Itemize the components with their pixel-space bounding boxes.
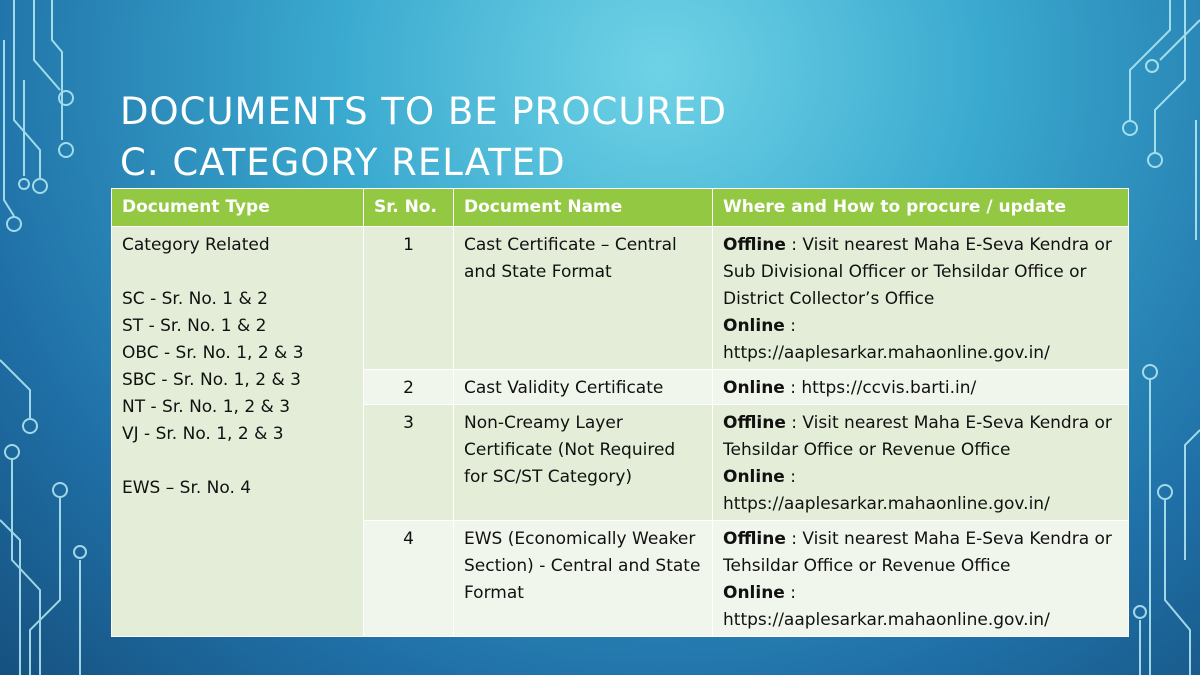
header-document-type: Document Type — [112, 189, 364, 227]
category-line: SC - Sr. No. 1 & 2 — [122, 289, 268, 309]
header-document-name: Document Name — [454, 189, 713, 227]
table-header-row — [112, 189, 1129, 227]
online-text: : — [784, 467, 796, 487]
category-line: NT - Sr. No. 1, 2 & 3 — [122, 397, 291, 417]
procure-cell — [713, 521, 1129, 637]
category-line: VJ - Sr. No. 1, 2 & 3 — [122, 424, 284, 444]
sr-no-cell: 4 — [364, 521, 454, 637]
document-name-cell: Non-Creamy Layer Certificate (Not Required for SC/ST Category) — [454, 405, 713, 521]
category-line: ST - Sr. No. 1 & 2 — [122, 316, 267, 336]
offline-text: : Visit nearest Maha E-Seva Kendra or Tehsildar Office or Revenue Office — [723, 413, 1112, 460]
offline-text: : Visit nearest Maha E-Seva Kendra or Tehsildar Office or Revenue Office — [723, 529, 1112, 576]
sr-no-cell: 2 — [364, 370, 454, 405]
table-row — [112, 227, 1129, 370]
slide-title-line-2: C. CATEGORY RELATED — [120, 141, 566, 184]
online-text: : https://ccvis.barti.in/ — [784, 378, 977, 398]
sr-no-cell: 1 — [364, 227, 454, 370]
slide-title — [120, 86, 727, 188]
online-label: Online — [723, 316, 785, 336]
online-text: : — [784, 583, 796, 603]
online-text: : — [784, 316, 796, 336]
documents-table — [111, 188, 1129, 637]
online-url: https://aaplesarkar.mahaonline.gov.in/ — [723, 494, 1050, 514]
procure-cell — [713, 370, 1129, 405]
header-where-how: Where and How to procure / update — [713, 189, 1129, 227]
category-line: SBC - Sr. No. 1, 2 & 3 — [122, 370, 301, 390]
offline-label: Offline — [723, 235, 786, 255]
header-sr-no: Sr. No. — [364, 189, 454, 227]
category-cell — [112, 227, 364, 637]
online-label: Online — [723, 583, 785, 603]
online-url: https://aaplesarkar.mahaonline.gov.in/ — [723, 610, 1050, 630]
offline-label: Offline — [723, 529, 786, 549]
document-name-cell: Cast Validity Certificate — [454, 370, 713, 405]
online-label: Online — [723, 467, 785, 487]
slide-title-line-1: DOCUMENTS TO BE PROCURED — [120, 90, 728, 133]
sr-no-cell: 3 — [364, 405, 454, 521]
offline-text: : Visit nearest Maha E-Seva Kendra or Sub Divisional Officer or Tehsildar Office or District Collector’s Office — [723, 235, 1112, 309]
offline-label: Offline — [723, 413, 786, 433]
category-ews-line: EWS – Sr. No. 4 — [122, 478, 252, 498]
document-name-cell: Cast Certificate – Central and State Format — [454, 227, 713, 370]
online-url: https://aaplesarkar.mahaonline.gov.in/ — [723, 343, 1050, 363]
procure-cell — [713, 405, 1129, 521]
document-name-cell: EWS (Economically Weaker Section) - Central and State Format — [454, 521, 713, 637]
online-label: Online — [723, 378, 785, 398]
category-line: OBC - Sr. No. 1, 2 & 3 — [122, 343, 304, 363]
category-heading: Category Related — [122, 235, 270, 255]
procure-cell — [713, 227, 1129, 370]
